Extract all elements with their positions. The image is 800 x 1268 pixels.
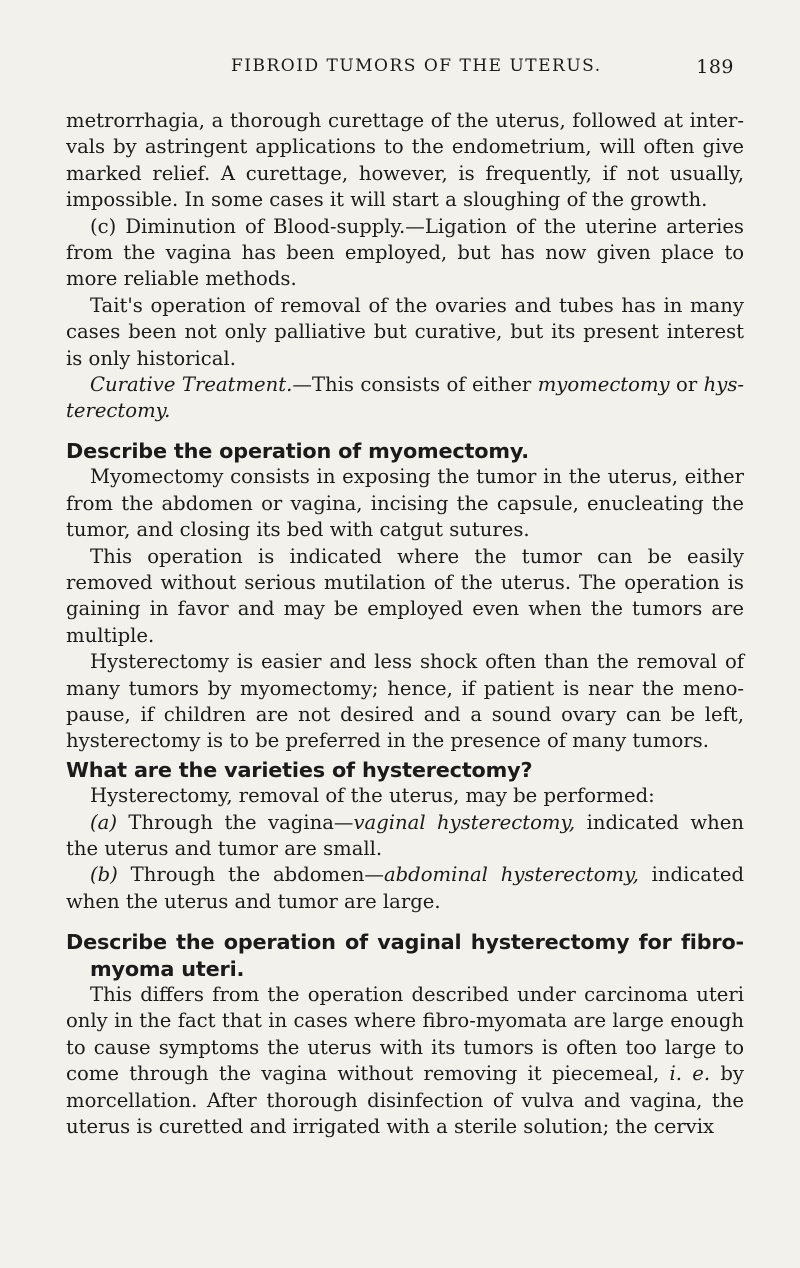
running-head	[66, 52, 734, 80]
term-hysterectomy: hys- terectomy.	[66, 373, 744, 423]
question-heading-myomectomy: Describe the operation of myomectomy.	[66, 438, 529, 463]
paragraph-varieties-intro: Hysterectomy, removal of the uterus, may be performed:	[90, 784, 655, 808]
running-title: FIBROID TUMORS OF THE UTERUS.	[231, 56, 602, 76]
paragraph-myomectomy-definition: Myomectomy consists in exposing the tumor in the uterus, either from the abdomen or vagina, incising the capsule, enucleating the tumor, and closing its bed with catgut sutures.	[66, 465, 744, 542]
paragraph-curative-treatment: Curative Treatment.—This consists of either myomectomy or hys- terectomy.	[66, 373, 744, 423]
paragraph-vaginal-hysterectomy: This differs from the operation described under carcinoma uteri only in the fact that in cases where fibro-myomata are large enough to cause symptoms the uterus with its tumors is often too large to come through the vagina without removing it piecemeal, i. e. by morcellation. After thorough disinfection of vulva and vagina, the uterus is curetted and irrigated with a sterile solution; the cervix	[66, 983, 744, 1139]
abbrev-ie: i. e.	[669, 1062, 711, 1086]
paragraph-blood-supply: (c) Diminution of Blood-supply.—Ligation of the uterine arteries from the vagina has been employed, but has now given place to more reliable methods.	[66, 214, 744, 291]
paragraph-metrorrhagia: metrorrhagia, a thorough curettage of the uterus, followed at inter- vals by astringent applications to the endometrium, will often give marked relief. A curettage, however, is frequently, if not usually, impossible. In some cases it will start a sloughing of the growth.	[66, 109, 744, 212]
question-heading-vaginal-hysterectomy: Describe the operation of vaginal hysterectomy for fibro- myoma uteri.	[66, 930, 744, 981]
curative-treatment-label: Curative Treatment.	[90, 373, 293, 397]
list-marker: (b)	[90, 863, 118, 887]
paragraph-tait-operation: Tait's operation of removal of the ovaries and tubes has in many cases been not only palliative but curative, but its present interest is only historical.	[66, 293, 744, 370]
term-abdominal-hysterectomy: abdominal hysterectomy,	[383, 863, 639, 887]
paragraph-hysterectomy-preference: Hysterectomy is easier and less shock often than the removal of many tumors by myomectomy; hence, if patient is near the meno- pause, if children are not desired and a sound ovary can be left, hysterectomy is to be preferred in the presence of many tumors.	[66, 650, 744, 753]
question-heading-varieties: What are the varieties of hysterectomy?	[66, 757, 533, 782]
list-item-abdominal: (b) Through the abdomen—abdominal hysterectomy, indicated when the uterus and tumor are large.	[66, 863, 744, 913]
body-text	[66, 108, 744, 1140]
list-item-vaginal: (a) Through the vagina—vaginal hysterectomy, indicated when the uterus and tumor are small.	[66, 810, 744, 860]
list-marker: (a)	[90, 810, 117, 834]
term-myomectomy: myomectomy	[537, 373, 670, 397]
page-number: 189	[696, 56, 734, 78]
term-vaginal-hysterectomy: vaginal hysterectomy,	[353, 810, 576, 834]
paragraph-myomectomy-indication: This operation is indicated where the tumor can be easily removed without serious mutilation of the uterus. The operation is gaining in favor and may be employed even when the tumors are multiple.	[66, 544, 744, 647]
